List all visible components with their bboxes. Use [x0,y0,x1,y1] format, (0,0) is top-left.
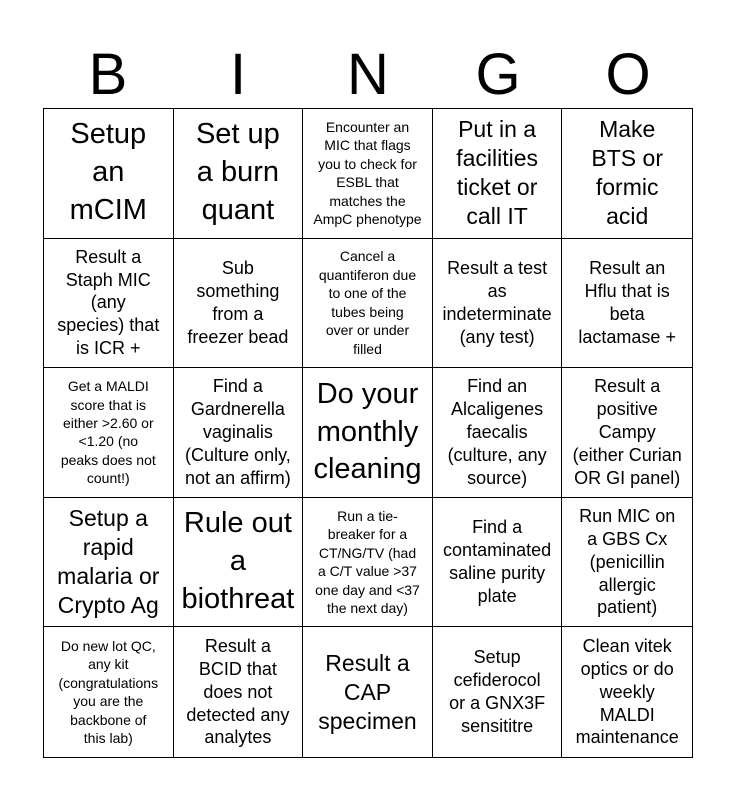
cell-text: Result a CAP specimen [318,649,417,734]
cell-text: Clean vitek optics or do weekly MALDI maintenance [575,636,679,748]
bingo-cell-r5-c3[interactable] [303,627,433,757]
bingo-cell-r1-c4[interactable] [433,109,563,239]
bingo-cell-r2-c1[interactable] [44,239,174,369]
cell-text: Result a positive Campy (either Curian OR GI panel) [572,376,682,488]
bingo-cell-r5-c1[interactable] [44,627,174,757]
bingo-cell-r4-c4[interactable] [433,498,563,628]
bingo-cell-r3-c2[interactable] [174,368,304,498]
bingo-cell-r1-c3[interactable] [303,109,433,239]
cell-text: Do new lot QC, any kit (congratulations you are the backbone of this lab) [58,637,159,747]
bingo-cell-r5-c2[interactable] [174,627,304,757]
cell-text: Cancel a quantiferon due to one of the tubes being over or under filled [318,248,417,357]
cell-text: Do your monthly cleaning [313,377,422,486]
cell-text: Sub something from a freezer bead [187,258,289,347]
cell-text: Result a Staph MIC (any species) that is ICR + [57,246,160,359]
bingo-cell-r1-c2[interactable] [174,109,304,239]
cell-text: Find a contaminated saline purity plate [443,517,552,606]
header-letter-o: O [605,42,651,107]
cell-text: Setup an mCIM [69,118,147,227]
bingo-card-grid [43,108,693,758]
bingo-cell-r1-c5[interactable] [562,109,692,239]
cell-text: Set up a burn quant [195,118,280,227]
bingo-cell-r5-c4[interactable] [433,627,563,757]
cell-text: Find an Alcaligenes faecalis (culture, any source) [447,376,547,488]
header-letter-g: G [475,42,521,107]
cell-text: Rule out a biothreat [181,507,295,616]
cell-text: Get a MALDI score that is either >2.60 or <1.20 (no peaks does not count!) [60,378,156,487]
bingo-cell-r3-c1[interactable] [44,368,174,498]
cell-text: Encounter an MIC that flags you to check for ESBL that matches the AmpC phenotype [313,118,422,228]
bingo-cell-r3-c3[interactable] [303,368,433,498]
bingo-cell-r2-c2[interactable] [174,239,304,369]
header-letter-b: B [88,42,128,107]
cell-text: Put in a facilities ticket or call IT [456,116,538,230]
cell-text: Setup cefiderocol or a GNX3F sensititre [449,647,546,737]
header-letter-i: I [229,42,247,107]
cell-text: Run MIC on a GBS Cx (penicillin allergic patient) [579,505,676,618]
cell-text: Find a Gardnerella vaginalis (Culture only, not an affirm) [185,376,291,488]
bingo-cell-r2-c3[interactable] [303,239,433,369]
bingo-cell-r4-c2[interactable] [174,498,304,628]
bingo-cell-r4-c5[interactable] [562,498,692,628]
cell-text: Result a BCID that does not detected any analytes [186,636,290,748]
cell-text: Result an Hflu that is beta lactamase + [578,258,676,347]
bingo-cell-r1-c1[interactable] [44,109,174,239]
bingo-cell-r4-c3[interactable] [303,498,433,628]
bingo-cell-r3-c5[interactable] [562,368,692,498]
cell-text: Run a tie- breaker for a CT/NG/TV (had a C/T value >37 one day and <37 the next day) [315,507,420,617]
cell-text: Make BTS or formic acid [591,116,663,230]
bingo-cell-r5-c5[interactable] [562,627,692,757]
bingo-cell-r3-c4[interactable] [433,368,563,498]
header-letter-n: N [347,42,389,107]
bingo-cell-r2-c5[interactable] [562,239,692,369]
bingo-header [43,44,693,106]
cell-text: Result a test as indeterminate (any test) [442,258,552,347]
cell-text: Setup a rapid malaria or Crypto Ag [57,505,160,619]
bingo-cell-r2-c4[interactable] [433,239,563,369]
bingo-cell-r4-c1[interactable] [44,498,174,628]
